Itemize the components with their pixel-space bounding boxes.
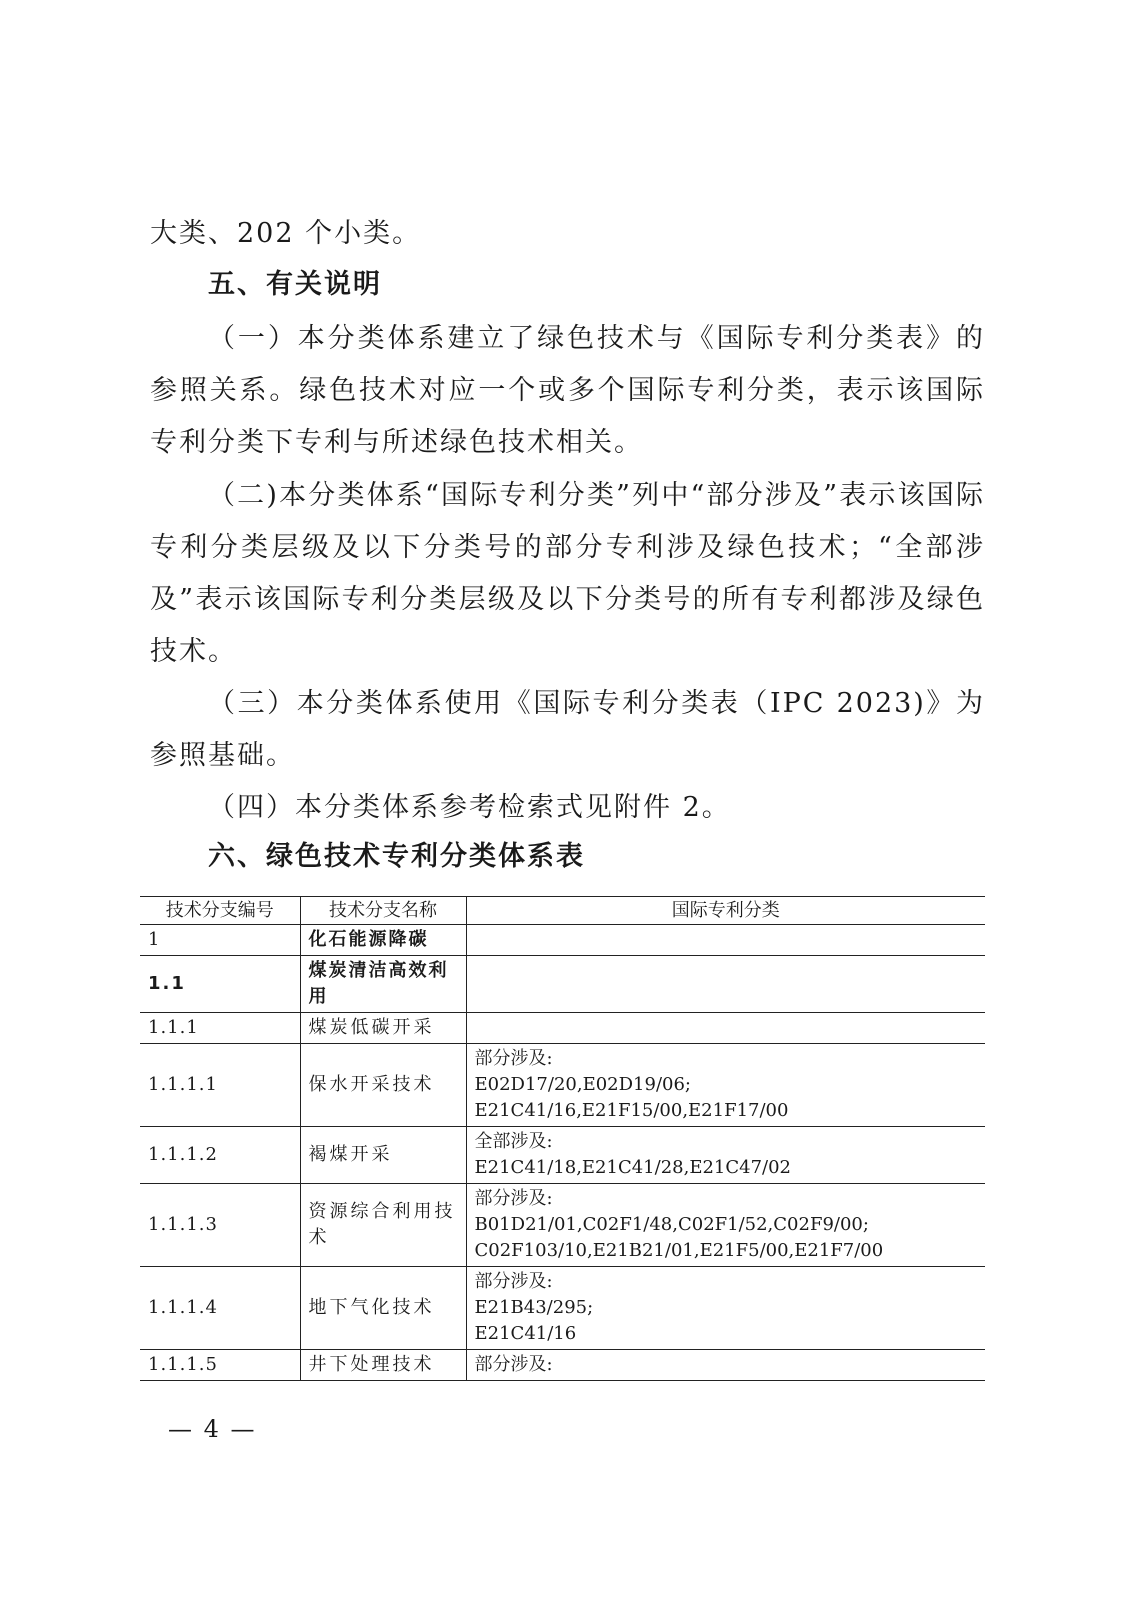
ipc-codes: E02D17/20,E02D19/06; — [474, 1074, 691, 1095]
branch-name: 井下处理技术 — [300, 1350, 466, 1381]
ipc-cell — [466, 1350, 985, 1381]
paragraph-1: （一）本分类体系建立了绿色技术与《国际专利分类表》的参照关系。绿色技术对应一个或多个国际专利分类，表示该国际专利分类下专利与所述绿色技术相关。 — [150, 323, 985, 458]
ipc-codes: E21C41/16,E21F15/00,E21F17/00 — [474, 1100, 789, 1121]
branch-code: 1.1 — [140, 956, 300, 1013]
branch-name: 保水开采技术 — [300, 1044, 466, 1127]
branch-name: 地下气化技术 — [300, 1267, 466, 1350]
table-row — [140, 1350, 985, 1381]
table-row — [140, 1127, 985, 1184]
branch-code: 1.1.1.2 — [140, 1127, 300, 1184]
ipc-cell — [466, 1044, 985, 1127]
section-heading-6: 六、绿色技术专利分类体系表 — [208, 841, 585, 872]
paragraph-2: （二)本分类体系“国际专利分类”列中“部分涉及”表示该国际专利分类层级及以下分类号的部分专利涉及绿色技术；“全部涉及”表示该国际专利分类层级及以下分类号的所有专利都涉及绿色技术。 — [150, 480, 985, 667]
ipc-cell — [466, 1267, 985, 1350]
page-number: — 4 — — [168, 1415, 257, 1443]
branch-name: 化石能源降碳 — [300, 925, 466, 956]
classification-table — [140, 896, 985, 1381]
header-ipc: 国际专利分类 — [466, 897, 985, 925]
table-row — [140, 925, 985, 956]
ipc-codes: E21C41/16 — [474, 1323, 577, 1344]
table-header-row — [140, 897, 985, 925]
ipc-scope: 部分涉及: — [474, 1188, 553, 1209]
branch-name: 资源综合利用技术 — [300, 1184, 466, 1267]
ipc-scope: 部分涉及: — [474, 1048, 553, 1069]
ipc-cell — [466, 1184, 985, 1267]
paragraph-4: （四）本分类体系参考检索式见附件 2。 — [208, 792, 731, 823]
ipc-cell — [466, 925, 985, 956]
branch-code: 1.1.1.3 — [140, 1184, 300, 1267]
branch-code: 1.1.1.5 — [140, 1350, 300, 1381]
ipc-scope: 全部涉及: — [474, 1131, 553, 1152]
ipc-codes: E21C41/18,E21C41/28,E21C47/02 — [474, 1157, 792, 1178]
table-row — [140, 1013, 985, 1044]
ipc-scope: 部分涉及: — [474, 1271, 553, 1292]
branch-code: 1.1.1.4 — [140, 1267, 300, 1350]
header-branch-code: 技术分支编号 — [140, 897, 300, 925]
table-row — [140, 1184, 985, 1267]
table-row — [140, 1044, 985, 1127]
section-heading-5: 五、有关说明 — [208, 269, 382, 300]
header-branch-name: 技术分支名称 — [300, 897, 466, 925]
ipc-cell — [466, 1127, 985, 1184]
ipc-codes: B01D21/01,C02F1/48,C02F1/52,C02F9/00; — [474, 1214, 869, 1235]
table-row — [140, 956, 985, 1013]
ipc-codes: C02F103/10,E21B21/01,E21F5/00,E21F7/00 — [474, 1240, 884, 1261]
branch-name: 煤炭清洁高效利用 — [300, 956, 466, 1013]
branch-code: 1 — [140, 925, 300, 956]
ipc-scope: 部分涉及: — [474, 1354, 553, 1375]
ipc-cell — [466, 956, 985, 1013]
branch-name: 褐煤开采 — [300, 1127, 466, 1184]
ipc-cell — [466, 1013, 985, 1044]
paragraph-continuation: 大类、202 个小类。 — [150, 218, 422, 249]
branch-name: 煤炭低碳开采 — [300, 1013, 466, 1044]
branch-code: 1.1.1 — [140, 1013, 300, 1044]
ipc-codes: E21B43/295; — [474, 1297, 594, 1318]
table-row — [140, 1267, 985, 1350]
paragraph-3: （三）本分类体系使用《国际专利分类表（IPC 2023)》为参照基础。 — [150, 688, 985, 771]
branch-code: 1.1.1.1 — [140, 1044, 300, 1127]
